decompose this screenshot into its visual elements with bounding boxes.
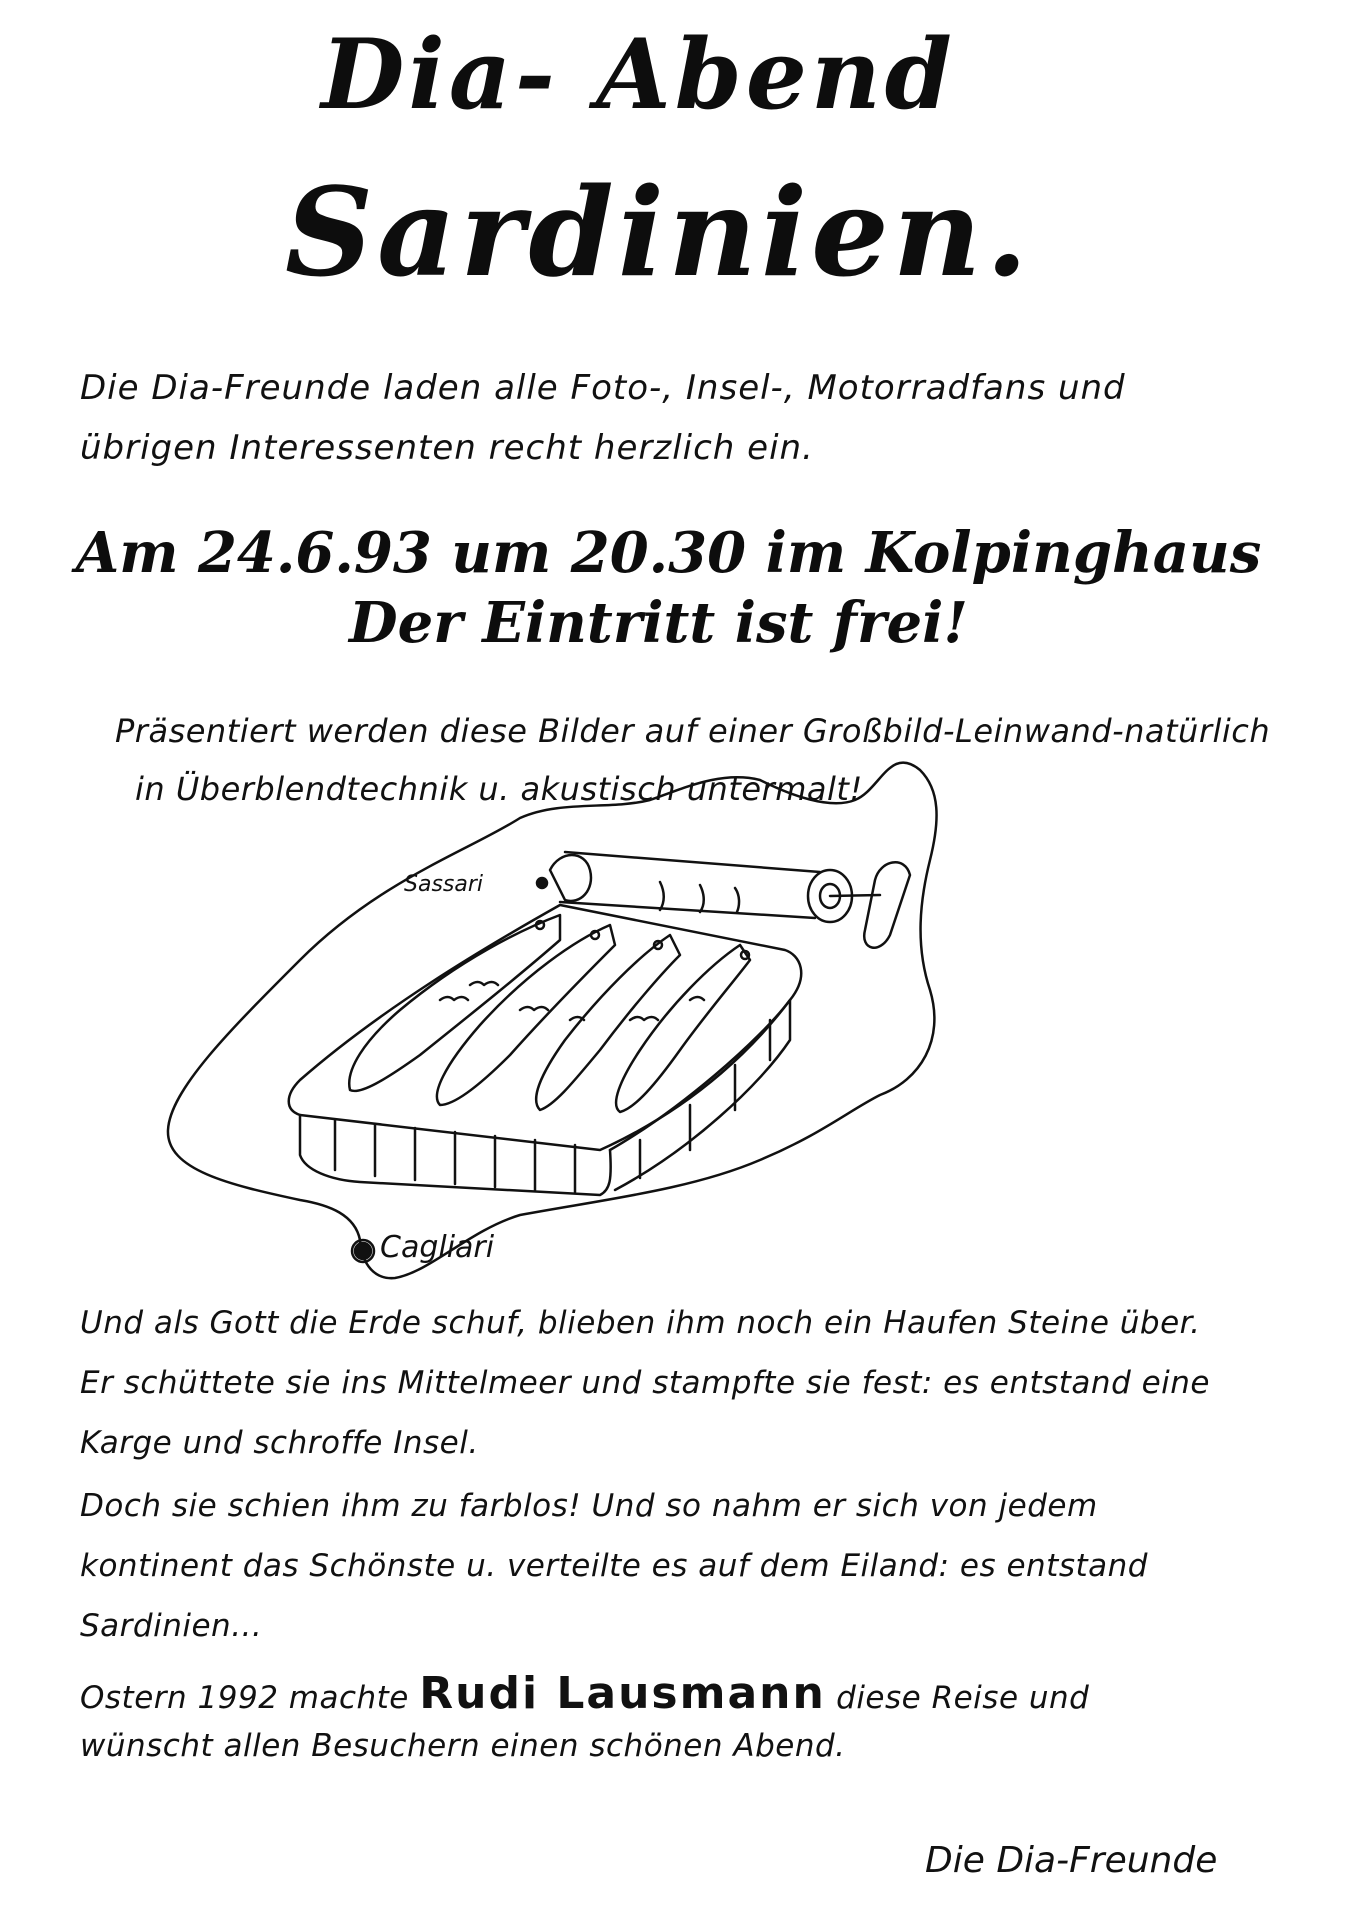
story-line-3: Karge und schroffe Insel. [80,1425,479,1461]
story-line-1: Und als Gott die Erde schuf, blieben ihm noch ein Haufen Steine über. [80,1305,1201,1341]
map-label-sassari: Sassari [404,872,484,897]
signature: Die Dia-Freunde [925,1840,1218,1881]
presentation-line-1: Präsentiert werden diese Bilder auf einer Großbild-Leinwand-natürlich [115,712,1271,750]
flyer-subtitle-sardinien: Sardinien. [285,160,1032,304]
sassari-dot [537,878,547,888]
island-outline [168,763,937,1279]
intro-line-2: übrigen Interessenten recht herzlich ein. [80,428,814,468]
story-line-8: wünscht allen Besuchern einen schönen Abend. [80,1728,846,1764]
flyer-title: Dia- Abend [321,18,956,131]
story-line-7-start: Ostern 1992 machte [80,1680,420,1716]
photographer-name: Rudi Lausmann [419,1668,826,1719]
lid-roll [550,855,591,901]
story-line-4: Doch sie schien ihm zu farblos! Und so nahm er sich von jedem [80,1488,1098,1524]
sardine-2 [437,925,615,1105]
story-line-7 [80,1668,1089,1719]
presentation-line-2: in Überblendtechnik u. akustisch untermalt! [135,770,863,808]
event-admission: Der Eintritt ist frei! [349,590,968,656]
story-line-7-end: diese Reise und [825,1680,1090,1716]
story-line-2: Er schüttete sie ins Mittelmeer und stampfte sie fest: es entstand eine [80,1365,1211,1401]
story-line-5: kontinent das Schönste u. verteilte es auf dem Eiland: es entstand [80,1548,1148,1584]
intro-line-1: Die Dia-Freunde laden alle Foto-, Insel-, Motorradfans und [80,368,1126,408]
story-line-6: Sardinien... [80,1608,263,1644]
cagliari-dot [355,1243,371,1259]
map-label-cagliari: Cagliari [380,1230,495,1265]
sardine-1 [349,915,560,1091]
sardine-4 [616,945,750,1112]
event-date-location: Am 24.6.93 um 20.30 im Kolpinghaus [75,520,1262,586]
